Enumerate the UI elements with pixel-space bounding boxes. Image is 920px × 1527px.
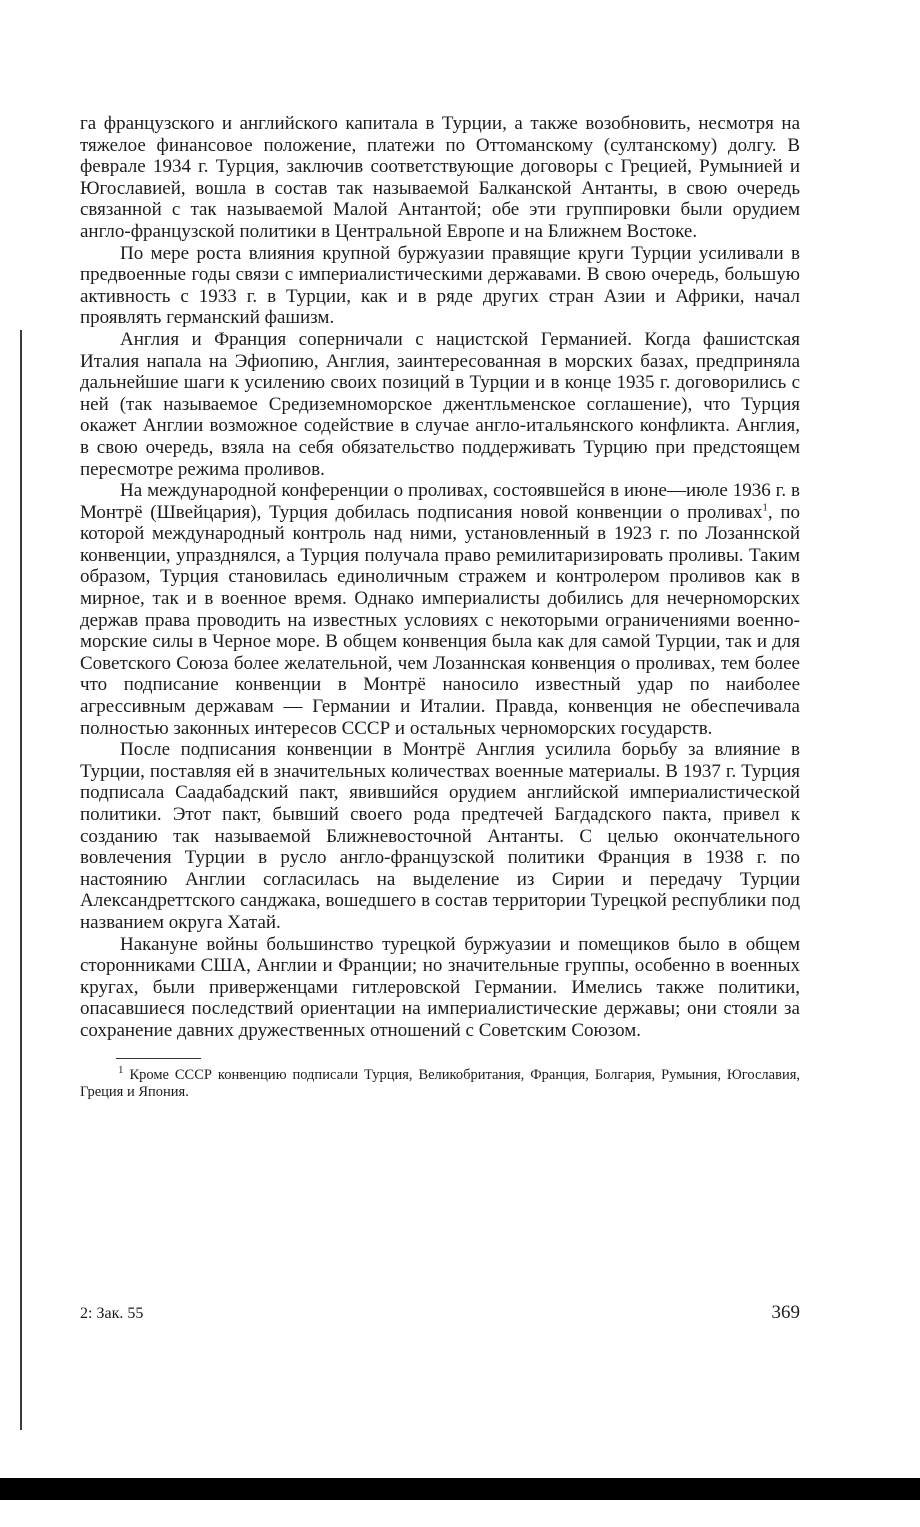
- page-footer: [80, 1302, 800, 1324]
- footnote-divider: [116, 1058, 201, 1059]
- footnote-text: Кроме СССР конвенцию подписали Турция, Великобритания, Франция, Болгария, Румыния, Югославия, Греция и Япония.: [80, 1066, 800, 1101]
- scan-left-edge-line: [20, 330, 22, 1430]
- document-page: [80, 113, 800, 1102]
- paragraph-6: Накануне войны большинство турецкой буржуазии и помещиков было в общем сторонниками США, Англии и Франции; но значительные группы, особенно в военных кругах, были приверженцами гитлеровской Германии. Имелись также политики, опасавшиеся последствий ориентации на империалистические державы; они стояли за сохранение давних дружественных отношений с Советским Союзом.: [80, 933, 800, 1041]
- paragraph-3: Англия и Франция соперничали с нацистской Германией. Когда фашистская Италия напала на Эфиопию, Англия, заинтересованная в морских базах, предприняла дальнейшие шаги к усилению своих позиций в Турции и в конце 1935 г. договорились с ней (так называемое Средиземноморское джентльменское соглашение), что Турция окажет Англии возможное содействие в случае англо-итальянского конфликта. Англия, в свою очередь, взяла на себя обязательство поддерживать Турцию при предстоящем пересмотре режима проливов.: [80, 328, 800, 480]
- footnote: [80, 1063, 800, 1102]
- footnote-reference: 1: [762, 501, 768, 514]
- paragraph-1: га французского и английского капитала в Турции, а также возобновить, несмотря на тяжелое финансовое положение, платежи по Оттоманскому (султанскому) долгу. В феврале 1934 г. Турция, заключив соответствующие договоры с Грецией, Румынией и Югославией, вошла в состав так называемой Балканской Антанты, в свою очередь связанной с так называемой Малой Антантой; обе эти группировки были орудием англо-французской политики в Центральной Европе и на Ближнем Востоке.: [80, 113, 800, 242]
- paragraph-5: После подписания конвенции в Монтрё Англия усилила борьбу за влияние в Турции, поставляя ей в значительных количествах военные материалы. В 1937 г. Турция подписала Саадабадский пакт, явившийся орудием английской империалистической политики. Этот пакт, бывший своего рода предтечей Багдадского пакта, привел к созданию так называемой Ближневосточной Антанты. С целью окончательного вовлечения Турции в русло англо-французской политики Франция в 1938 г. по настоянию Англии согласилась на выделение из Сирии и передачу Турции Александреттского санджака, вошедшего в состав территории Турецкой республики под названием округа Хатай.: [80, 739, 800, 933]
- paragraph-4-start: На международной конференции о проливах, состоявшейся в июне—июле 1936 г. в Монтрё (Швейцария), Турция добилась подписания новой конвенции о проливах: [80, 480, 800, 523]
- paragraph-2: По мере роста влияния крупной буржуазии правящие круги Турции усиливали в предвоенные годы связи с империалистическими державами. В свою очередь, большую активность с 1933 г. в Турции, как и в ряде других стран Азии и Африки, начал проявлять германский фашизм.: [80, 242, 800, 329]
- paragraph-4-rest: , по которой международный контроль над ними, установленный в 1923 г. по Лозаннской конвенции, упразднялся, а Турция получала право ремилитаризировать проливы. Таким образом, Турция становилась единоличным стражем и контролером проливов как в мирное, так и в военное время. Однако империалисты добились для нечерноморских держав права проводить на известных условиях с некоторыми ограничениями военно-морские силы в Черное море. В общем конвенция была как для самой Турции, так и для Советского Союза более желательной, чем Лозаннская конвенция о проливах, тем более что подписание конвенции в Монтрё наносило известный удар по наиболее агрессивным державам — Германии и Италии. Правда, конвенция не обеспечивала полностью законных интересов СССР и остальных черноморских государств.: [80, 501, 800, 739]
- footnote-marker: 1: [118, 1063, 124, 1076]
- scan-bottom-border: [0, 1478, 920, 1500]
- page-number: 369: [771, 1302, 800, 1323]
- paragraph-4: [80, 480, 800, 739]
- sheet-mark: 2: Зак. 55: [80, 1305, 144, 1322]
